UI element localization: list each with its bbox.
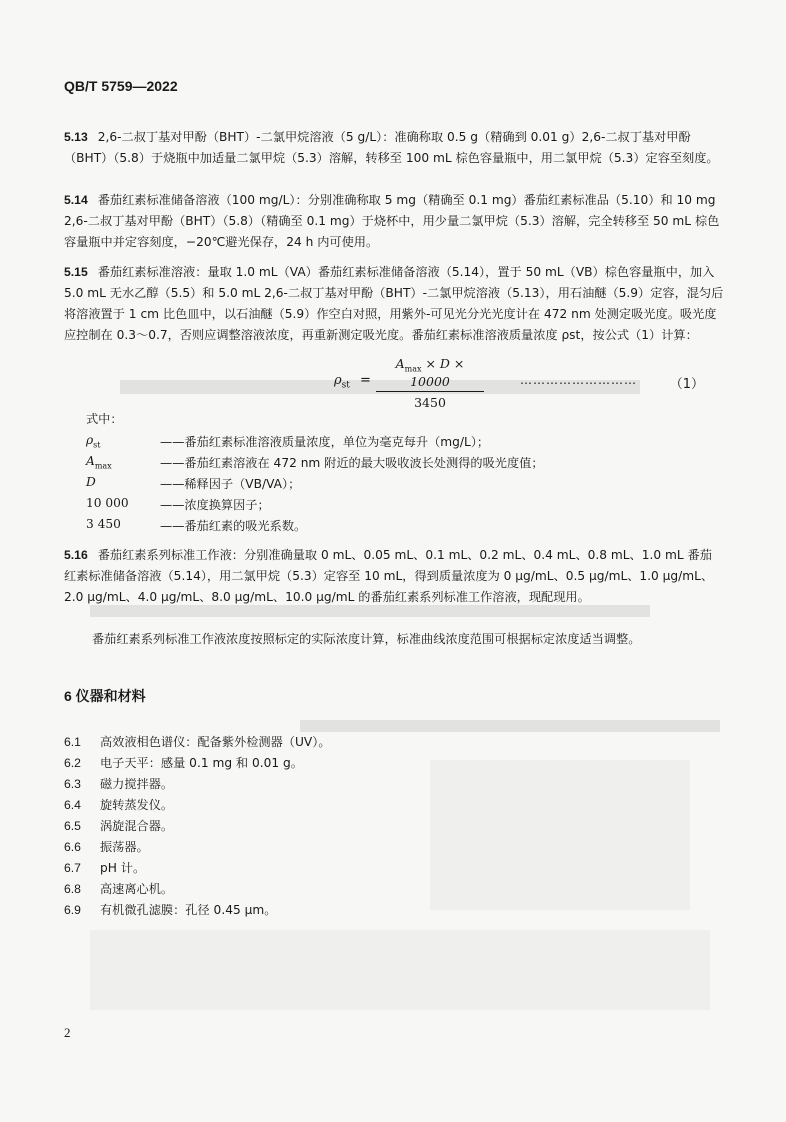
formula-denominator: 3450: [414, 394, 446, 410]
variable-description: ——稀释因子（VB/VA）；: [160, 477, 301, 491]
list-item: [64, 880, 173, 897]
section-6-title: 6 仪器和材料: [64, 688, 146, 704]
clause-text: 番茄红素系列标准工作液：分别准确量取 0 mL、0.05 mL、0.1 mL、0.2 mL、0.4 mL、0.8 mL、1.0 mL 番茄红素标准储备溶液（5.14），用二氯甲烷（5.3）定容至 10 mL，得到质量浓度为 0 μg/mL、0.5 μg/mL、1.0 μg/mL、2.0 μg/mL、4.0 μg/mL、8.0 μg/mL、10.0 μg/mL 的番茄红素系列标准工作溶液，现配现用。: [64, 548, 714, 604]
item-text: 涡旋混合器。: [100, 819, 174, 833]
variable-row: [86, 433, 726, 454]
where-label: 式中：: [86, 412, 123, 426]
variable-description: ——浓度换算因子；: [160, 498, 270, 512]
clause-text: 番茄红素标准储备溶液（100 mg/L）：分别准确称取 5 mg（精确至 0.1 mg）番茄红素标准品（5.10）和 10 mg 2,6-二叔丁基对甲酚（BHT）（5.8）（精确至 0.1 mg）于烧杯中，用少量二氯甲烷（5.3）溶解，完全转移至 50 mL 棕色容量瓶中并定容刻度，−20℃避光保存，24 h 内可使用。: [64, 193, 720, 249]
variable-description: ——番茄红素溶液在 472 nm 附近的最大吸收波长处测得的吸光度值；: [160, 456, 544, 470]
item-number: 6.5: [64, 819, 81, 833]
list-item: [64, 733, 331, 750]
clause-5-14: [64, 190, 724, 253]
formula-leader-dots: ………………………: [520, 373, 637, 387]
clause-5-16: [64, 545, 724, 608]
formula-1: [64, 356, 724, 412]
clause-number: 5.13: [64, 130, 88, 144]
bleed-through-shade: [300, 720, 720, 732]
variable-description: ——番茄红素的吸光系数。: [160, 519, 307, 533]
variable-description: ——番茄红素标准溶液质量浓度，单位为毫克每升（mg/L）；: [160, 435, 490, 449]
item-number: 6.4: [64, 798, 81, 812]
item-number: 6.8: [64, 882, 81, 896]
list-item: [64, 901, 276, 918]
standard-code: QB/T 5759—2022: [64, 78, 178, 94]
clause-number: 5.15: [64, 265, 88, 279]
list-item: [64, 775, 173, 792]
clause-number: 5.16: [64, 548, 88, 562]
item-text: 高效液相色谱仪：配备紫外检测器（UV）。: [100, 735, 331, 749]
item-text: 有机微孔滤膜：孔径 0.45 μm。: [100, 903, 277, 917]
clause-text: 番茄红素标准溶液：量取 1.0 mL（VA）番茄红素标准储备溶液（5.14），置于 50 mL（VB）棕色容量瓶中，加入 5.0 mL 无水乙醇（5.5）和 5.0 mL 2,6-二叔丁基对甲酚（BHT）-二氯甲烷溶液（5.13），用石油醚（5.9）定容，混匀后将溶液置于 1 cm 比色皿中，以石油醚（5.9）作空白对照，用紫外-可见光分光光度计在 472 nm 处测定吸光度。吸光度应控制在 0.3～0.7，否则应调整溶液浓度，再重新测定吸光度。番茄红素标准溶液质量浓度 ρst，按公式（1）计算：: [64, 265, 724, 342]
list-item: [64, 796, 173, 813]
formula-numerator: $A_{max} \times D \times 10000$: [376, 356, 484, 392]
item-text: 高速离心机。: [100, 882, 174, 896]
bleed-through-shade: [430, 760, 690, 910]
formula-equals: =: [360, 373, 371, 388]
formula-number: （1）: [669, 377, 704, 392]
variable-symbol: 10 000: [86, 496, 129, 510]
item-number: 6.7: [64, 861, 81, 875]
item-number: 6.1: [64, 735, 81, 749]
formula-lhs: $\rho_{st}$: [334, 373, 350, 391]
variable-symbol: D: [86, 475, 96, 489]
variable-row: [86, 454, 726, 475]
list-item: [64, 817, 173, 834]
item-number: 6.2: [64, 756, 81, 770]
clause-5-15: [64, 262, 724, 346]
bleed-through-shade: [90, 930, 710, 1010]
clause-text: 2,6-二叔丁基对甲酚（BHT）-二氯甲烷溶液（5 g/L）：准确称取 0.5 g（精确到 0.01 g）2,6-二叔丁基对甲酚（BHT）（5.8）于烧瓶中加适量二氯甲烷（5.3）溶解，转移至 100 mL 棕色容量瓶中，用二氯甲烷（5.3）定容至刻度。: [64, 130, 719, 165]
variable-symbol: $A_{max}$: [86, 454, 112, 471]
item-number: 6.3: [64, 777, 81, 791]
item-text: 振荡器。: [100, 840, 149, 854]
item-text: 电子天平：感量 0.1 mg 和 0.01 g。: [100, 756, 303, 770]
clause-5-13: [64, 127, 724, 169]
variable-row: [86, 496, 726, 517]
variable-symbol: 3 450: [86, 517, 121, 531]
item-text: 磁力搅拌器。: [100, 777, 174, 791]
variable-symbol: $\rho_{st}$: [86, 433, 101, 450]
list-item: [64, 754, 303, 771]
page-number: 2: [64, 1025, 71, 1040]
variable-row: [86, 475, 726, 496]
item-text: pH 计。: [100, 861, 146, 875]
item-number: 6.9: [64, 903, 81, 917]
list-item: [64, 859, 145, 876]
clause-5-16-note: 番茄红素系列标准工作液浓度按照标定的实际浓度计算，标准曲线浓度范围可根据标定浓度适当调整。: [92, 632, 641, 646]
item-text: 旋转蒸发仪。: [100, 798, 174, 812]
list-item: [64, 838, 149, 855]
formula-fraction: [376, 356, 484, 410]
item-number: 6.6: [64, 840, 81, 854]
clause-number: 5.14: [64, 193, 88, 207]
variable-row: [86, 517, 726, 538]
